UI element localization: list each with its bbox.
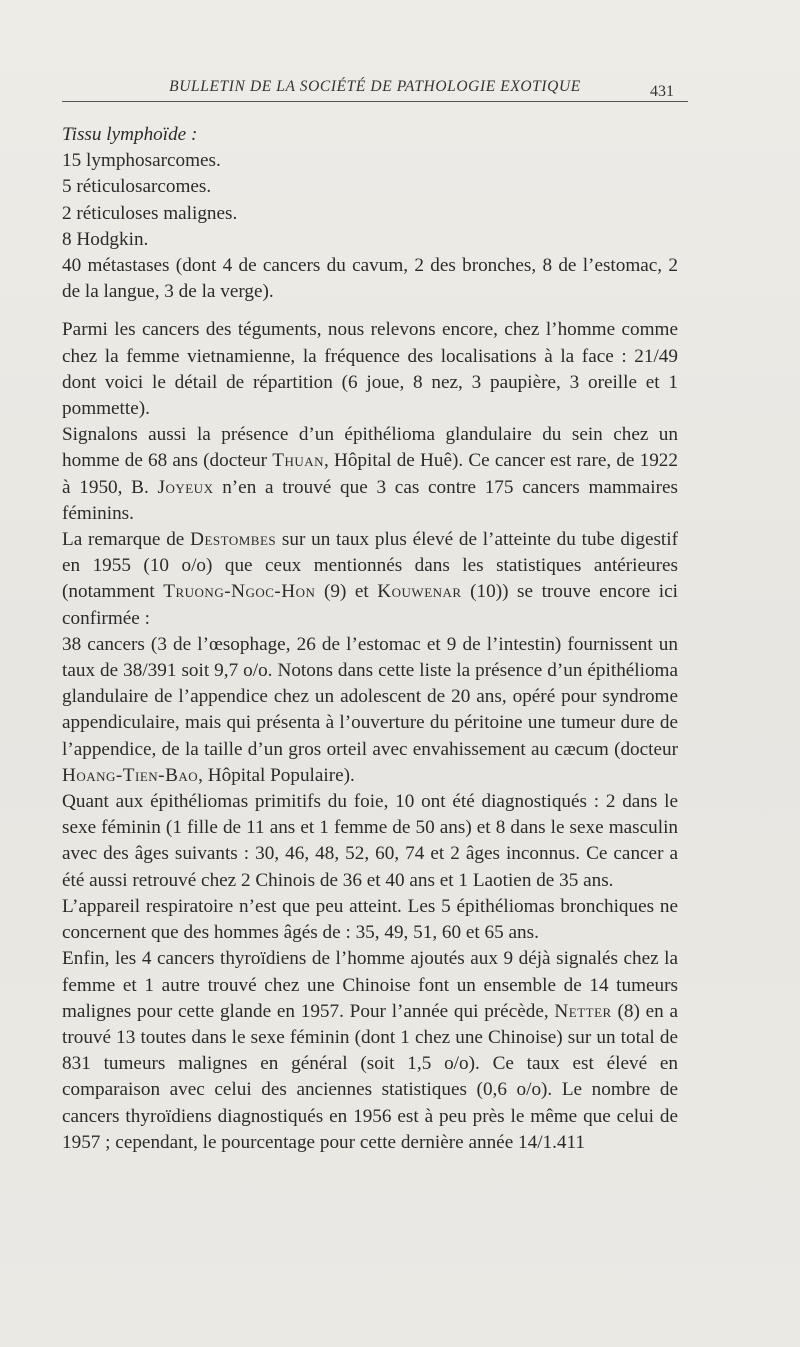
paragraph-text: n’en a trouvé que 3 cas contre 175 cancers mammaires féminins. [62, 476, 678, 524]
list-item: 2 réticuloses malignes. [62, 202, 238, 224]
tumor-list [62, 148, 678, 305]
paragraph-text: (9) et [315, 581, 378, 603]
running-title: BULLETIN DE LA SOCIÉTÉ DE PATHOLOGIE EXOTIQUE [169, 78, 581, 95]
author-name: Joyeux [157, 476, 214, 498]
paragraph-text: La remarque de [62, 529, 191, 551]
author-name: Destombes [190, 529, 277, 551]
running-header [62, 78, 688, 102]
paragraph-text: (8) en a trouvé 13 toutes dans le sexe féminin (dont 1 chez une Chinoise) sur un total de 831 tumeurs malignes en général (soit 1,5 o/o). Ce taux est élevé en comparaison avec celui des anciennes statistiques (0,6 o/o). Le nombre de cancers thyroïdiens diagnostiqués en 1956 est à peu près le même que celui de 1957 ; cependant, le pourcentage pour cette dernière année 14/1.411 [62, 1000, 678, 1153]
paragraph-text: 38 cancers (3 de l’œsophage, 26 de l’estomac et 9 de l’intestin) fournissent un taux de 38/391 soit 9,7 o/o. Notons dans cette liste la présence d’un épithélioma glandulaire de l’appendice chez un adolescent de 20 ans, opéré pour syndrome appendiculaire, mais qui présenta à l’ouverture du péritoine une tumeur dure de l’appendice, de la taille d’un gros orteil avec envahissement au cæcum (docteur [62, 633, 678, 760]
author-name: Thuan [272, 450, 325, 472]
paragraph: Parmi les cancers des téguments, nous relevons encore, chez l’homme comme chez la femme vietnamienne, la fréquence des localisations à la face : 21/49 dont voici le détail de répartition (6 joue, 8 nez, 3 paupière, 3 oreille et 1 pommette). [62, 319, 678, 420]
paragraph [62, 527, 678, 632]
paragraph [62, 946, 678, 1156]
list-item: 5 réticulosarcomes. [62, 176, 212, 198]
author-name: Kouwenar [377, 581, 462, 603]
paragraph: L’appareil respiratoire n’est que peu atteint. Les 5 épithéliomas bronchiques ne concernent que des hommes âgés de : 35, 49, 51, 60 et 65 ans. [62, 895, 678, 944]
article-body [62, 122, 678, 1156]
paragraph-text: , Hôpital Populaire). [198, 764, 355, 786]
list-item: 8 Hodgkin. [62, 228, 149, 250]
list-item: 15 lymphosarcomes. [62, 150, 221, 172]
paragraph-text: , Hôpital de Huê). Ce cancer est rare, de 1922 à 1950, B. [62, 450, 678, 498]
author-name: Hoang-Tien-Bao [62, 764, 199, 786]
paragraph-text: sur un taux plus élevé de l’atteinte du tube digestif en 1955 (10 o/o) que ceux mentionnés dans les statistiques antérieures (notamment [62, 529, 678, 603]
paragraph-text: (10)) se trouve encore ici confirmée : [62, 581, 678, 629]
author-name: Truong-Ngoc-Hon [163, 581, 316, 603]
page-number: 431 [650, 83, 674, 100]
author-name: Netter [554, 1000, 612, 1022]
list-item: 40 métastases (dont 4 de cancers du cavum, 2 des bronches, 8 de l’estomac, 2 de la langue, 3 de la verge). [62, 255, 678, 303]
paragraph: Quant aux épithéliomas primitifs du foie, 10 ont été diagnostiqués : 2 dans le sexe féminin (1 fille de 11 ans et 1 femme de 50 ans) et 8 dans le sexe masculin avec des âges suivants : 30, 46, 48, 52, 60, 74 et 2 âges inconnus. Ce cancer a été aussi retrouvé chez 2 Chinois de 36 et 40 ans et 1 Laotien de 35 ans. [62, 791, 678, 891]
paragraph-gap [62, 305, 678, 317]
paragraph [62, 422, 678, 527]
paragraph-text: Signalons aussi la présence d’un épithélioma glandulaire du sein chez un homme de 68 ans (docteur [62, 424, 678, 472]
section-title: Tissu lymphoïde : [62, 124, 198, 145]
paragraph [62, 632, 678, 789]
paragraph-text: Enfin, les 4 cancers thyroïdiens de l’homme ajoutés aux 9 déjà signalés chez la femme et 1 autre trouvé chez une Chinoise font un ensemble de 14 tumeurs malignes pour cette glande en 1957. Pour l’année qui précède, [62, 948, 678, 1022]
